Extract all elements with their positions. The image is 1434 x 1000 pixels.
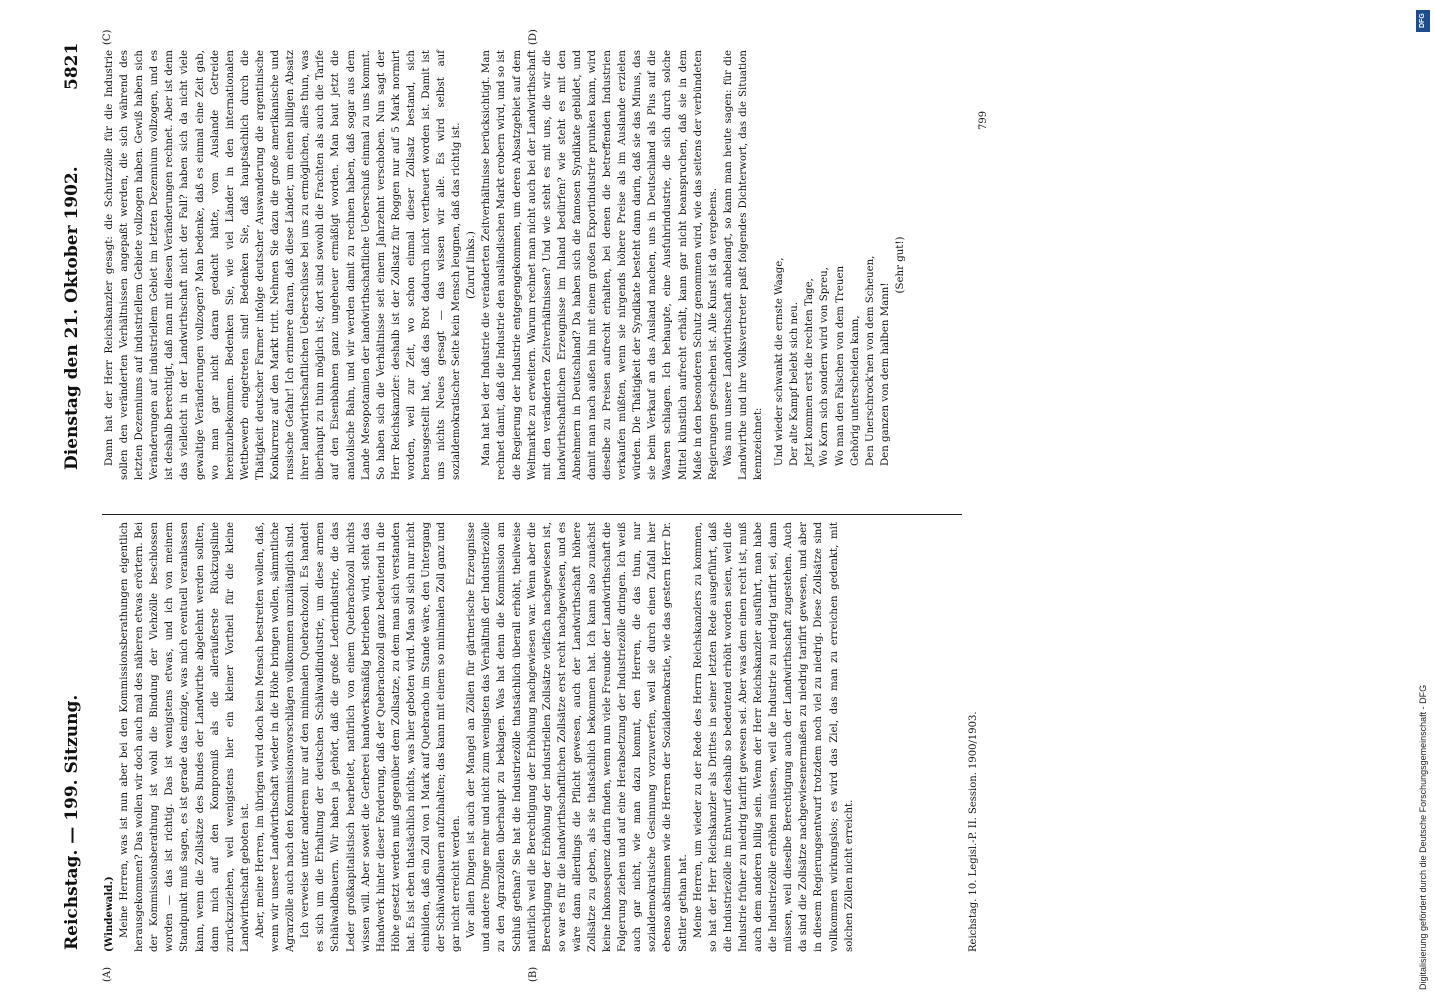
paragraph: Man hat bei der Industrie die veränderten Zeitverhältnisse berücksichtigt. Man rechnet damit, daß die Industrie den ausländischen Markt erobern wird, und so ist die Regierung der Industrie entgegengekommen, um deren Absatzgebiet auf dem Weltmarkte zu erweitern. Warum rechnet man nicht auch bei der Landwirthschaft mit den veränderten Zeitverhältnissen? Und wie steht es mit uns, die wir die landwirthschaftlichen Erzeugnisse im Inland bedürfen? wie steht es mit den Abnehmern in Deutschland? Da haben sich die famosen Syndikate gebildet, und damit man nach außen hin mit einem großen Exportindustrie prunken kann, wird dieselbe zu Preisen aufrecht erhalten, bei denen die betreffenden Industrien verkaufen müßten, wenn sie nirgends höhere Preise als im Auslande erzielen würden. Die Thätigkeit der Syndikate besteht dann darin, daß sie das Minus, das sie beim Verkauf an das Ausland machen, uns in Deutschland als Plus auf die Waaren schlagen. Ich behaupte, eine Ausfuhrindustrie, die sich durch solche Mittel künstlich aufrecht erhält, kann gar nicht beanspruchen, daß sie in dem Maße in den besonderen Schutz genommen wird, wie das seitens der verbündeten Regierungen geschehen ist. Alle Kunst ist da vergebens. (481, 50, 719, 480)
paragraph: Vor allen Dingen ist auch der Mangel an Zöllen für gärtnerische Erzeugnisse und andere Dinge mehr und nicht zum wenigsten das Verhältniß der Industriezölle zu den Agrarzöllen überhaupt zu beklagen. Was hat denn die Kommission am Schluß gethan? Sie hat die Industriezölle thatsächlich überall erhöht, theilweise natürlich weil die Berechtigung der Erhöhung nachgewiesen war. Wenn aber die Berechtigung der Erhöhung der industriellen Zollsätze vielfach nachgewiesen ist, so war es für die landwirthschaftlichen Zollsätze erst recht nachgewiesen, und es wäre dann allerdings die Pflicht gewesen, auch der Landwirthschaft höhere Zollsätze zu geben, als sie thatsächlich bekommen hat. Ich kann also zunächst keine Inkonsequenz darin finden, wenn nun viele Freunde der Landwirthschaft die Folgerung ziehen und auf eine Herabsetzung der Industriezölle dringen. Ich weiß auch gar nicht, wie man dazu kommt, den Herren, die das thun, nur sozialdemokratische Gesinnung vorzuwerfen, weil sie durch einen Zufall hier ebenso abstimmen wie die Herren der Sozialdemokratie, wie das gestern Herr Dr. Sattler gethan hat. (466, 522, 689, 952)
dfg-logo: DFG (1416, 10, 1430, 32)
digitization-note (1416, 10, 1430, 990)
page-header (58, 30, 94, 990)
marker-c: (C) (102, 29, 113, 45)
paragraph: Meine Herren, um wieder zu der Rede des Herrn Reichskanzlers zu kommen, so hat der Herr Reichskanzler als Drittes in seiner letzten Rede ausgeführt, daß die Industriezölle im Entwurf deshalb so bedeutend erhöht worden seien, weil die Industrie früher zu niedrig tarifirt gewesen sei. Aber was dem einen recht ist, muß auch dem anderen billig sein. Wenn der Herr Reichskanzler ausführt, man habe die Industriezölle erhöhen müssen, weil die Industrie zu niedrig tarifirt sei, dann müssen, weil dieselbe Berechtigung auch der Landwirthschaft zugestehen. Auch da sind die Zollsätze nachgewiesenermaßen zu niedrig tarifirt gewesen, und aber in diesem Regierungsentwurf trotzdem noch viel zu niedrig. Diese Zollsätze sind vollkommen wirkungslos; es wird das Ziel, das man zu erreichen gedenkt, mit solchen Zöllen nicht erreicht. (692, 522, 855, 952)
poem-line: Den Unerschrock'nen von dem Scheuen, (864, 255, 876, 466)
poem-line: Gehörig unterscheiden kann, (849, 315, 861, 466)
column-divider (102, 514, 962, 515)
speaker-tag: (Windewald.) (103, 876, 115, 952)
paragraph: Meine Herren, was ist nun aber bei den Kommissionsberathungen eigentlich herausgekommen? Das wollen wir doch auch mal des näheren etwas erörtern. Bei der Kommissionsberathung ist wohl die Bindung der Viehzölle beschlossen worden — das ist richtig. Das ist wenigstens etwas, und ich von meinem Standpunkt muß sagen, es ist gerade das einzige, was mich eventuell veranlassen kann, wenn die Zollsätze des Bundes der Landwirthe abgelehnt werden sollten, dann mich auf den Kompromiß als die alleräußerste Rückzugslinie zurückzuziehen, weil wenigstens hier ein kleiner Vortheil für die kleine Landwirthschaft geboten ist. (119, 522, 251, 952)
poem-line: Jetzt kommen erst die rechten Tage, (804, 278, 816, 466)
interjection: (Zuruf links.) (466, 231, 478, 299)
footer-note: Reichstag. 10. Legisl.-P. II. Session. 1900/1903. (968, 711, 979, 952)
paragraph: Ich verweise unter anderem nur auf den minimalen Quebrachozoll. Es handelt es sich um die Erhaltung der deutschen Schälwaldindustrie, um diese armen Schälwaldbauern. Wir haben ja gehört, daß die große Lederindustrie, die das Leder großkapitalistisch bearbeitet, natürlich von einem Quebrachozoll nichts wissen will. Aber soweit die Gerberei handwerksmäßig betrieben wird, steht das Handwerk hinter dieser Forderung, daß der Quebrachozoll ganz bedeutend in die Höhe gesetzt werden muß gegenüber dem Zollsatze, zu dem man sich verstanden hat. Es ist eben thatsächlich nichts, was hier geboten wird. Man soll sich nur nicht einbilden, daß ein Zoll von 1 Mark auf Quebracho im Stande wäre, den Untergang der Schälwaldbauern aufzuhalten; das kann mit einem so minimalen Zoll ganz und gar nicht erreicht werden. (300, 522, 463, 952)
marker-b: (B) (528, 966, 539, 982)
poem-line: Wo Korn sich sondern wird von Spreu, (819, 267, 831, 466)
digitization-text: Digitalisierung gefördert durch die Deutsche Forschungsgemeinschaft - DFG (1418, 684, 1428, 990)
column-left (102, 522, 857, 952)
poem (772, 50, 893, 466)
poem-line: Der alte Kampf belebt sich neu. (789, 302, 801, 466)
poem-line: Wo man den Falschen von dem Treuen (834, 265, 846, 466)
marker-a: (A) (102, 966, 113, 982)
header-left: Reichstag. — 199. Sitzung. (62, 694, 82, 950)
signature-number: 799 (978, 110, 989, 130)
paragraph: Dann hat der Herr Reichskanzler gesagt: die Schutzzölle für die Industrie sollen den veränderten Verhältnissen angepaßt werden, die sich während des letzten Dezenniums auf industriellem Gebiete vollzogen haben. Gewiß haben sich Veränderungen auf industriellem Gebiet im letzten Dezennium vollzogen, und es ist deshalb berechtigt, daß man mit diesen Veränderungen rechnet. Aber ist denn das vielleicht in der Landwirthschaft nicht der Fall? haben sich da nicht viele gewaltige Veränderungen vollzogen? Man bedenke, daß es einmal eine Zeit gab, wo man gar nicht daran gedacht hätte, vom Auslande Getreide hereinzubekommen. Bedenken Sie, wie viel Länder in den internationalen Wettbewerb eingetreten sind! Bedenken Sie, daß hauptsächlich durch die Thätigkeit deutscher Farmer infolge deutscher Auswanderung die argentinische Konkurrenz auf den Markt tritt. Nehmen Sie dazu die große amerikanische und russische Gefahr! Ich erinnere daran, daß diese Länder, um einen billigen Absatz ihrer landwirthschaftlichen Ueberschüsse bei uns zu ermöglichen, alles thun, was überhaupt zu thun möglich ist; dort sind sowohl die Frachten als auch die Tarife auf den Eisenbahnen ganz ungeheuer ermäßigt worden. Man baut jetzt die anatolische Bahn, und wir werden damit zu rechnen haben, daß sogar aus dem Lande Mesopotamien der landwirthschaftliche Ueberschuß einmal zu uns kommt. So haben sich die Verhältnisse seit einem Jahrzehnt verschoben. Nun sagt der Herr Reichskanzler: deshalb ist der Zollsatz für Roggen nur auf 5 Mark normirt worden, weil zur Zeit, wo schon einmal dieser Zollsatz bestand, sich herausgestellt hat, daß das Brot dadurch nicht vertheuert worden ist. Damit ist uns nichts Neues gesagt — das wissen wir alle. Es wird selbst auf sozialdemokratischer Seite kein Mensch leugnen, daß das richtig ist. (104, 50, 463, 480)
poem-line: Und wieder schwankt die ernste Waage, (774, 257, 786, 466)
paragraph: Aber, meine Herren, im übrigen wird doch kein Mensch bestreiten wollen, daß, wenn wir unsere Landwirthschaft wieder in die Höhe bringen wollen, sämmtliche Agrarzölle auch nach den Kommissionsvorschlägen vollkommen unzulänglich sind. (254, 522, 297, 952)
column-right (102, 50, 908, 480)
page-content (58, 0, 1168, 990)
header-center: Dienstag den 21. Oktober 1902. (62, 166, 82, 470)
poem-line: Den ganzen von dem halben Mann! (879, 282, 891, 466)
paragraph: Was nun unsere Landwirthschaft anbelangt, so kann man heute sagen: für die Landwirthe und ihre Volksvertreter paßt folgendes Dichterwort, das die Situation kennzeichnet: (722, 50, 765, 480)
applause: (Sehr gut!) (894, 236, 906, 294)
page-number: 5821 (62, 42, 82, 90)
marker-d: (D) (528, 29, 539, 45)
